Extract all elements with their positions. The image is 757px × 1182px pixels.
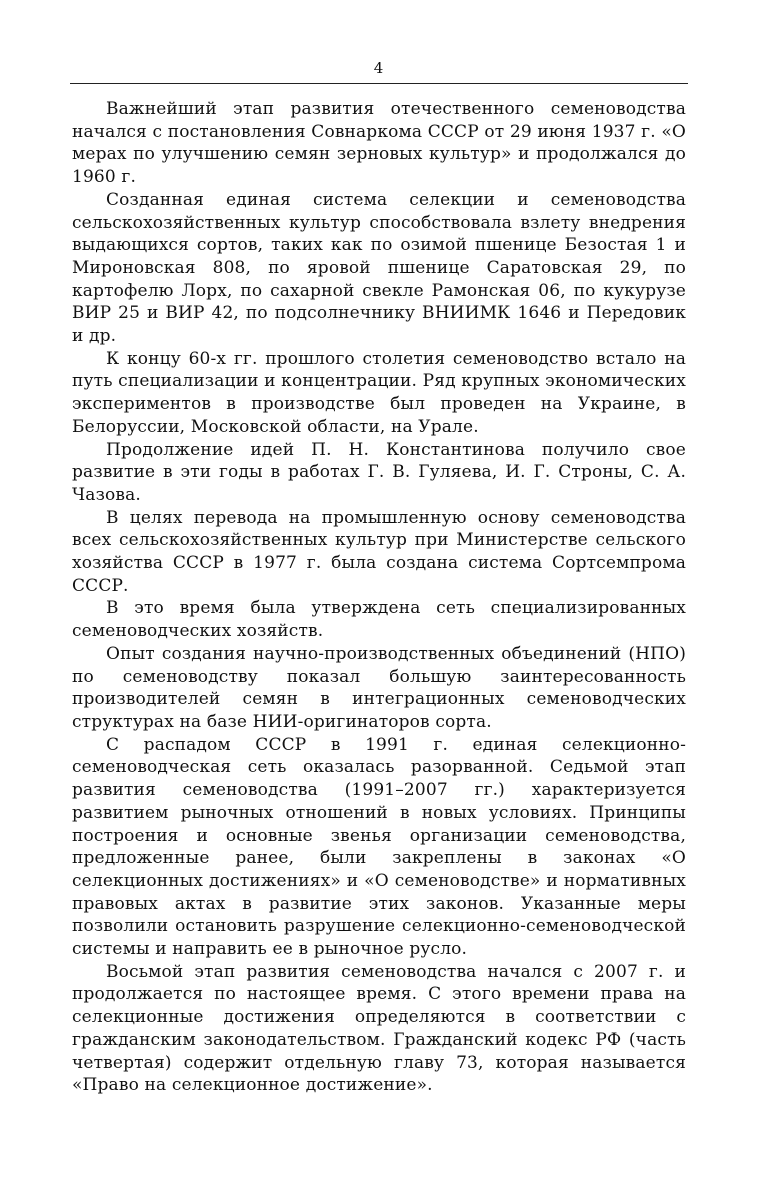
header-rule xyxy=(70,83,688,84)
paragraph-9: Восьмой этап развития семеноводства начался с 2007 г. и продолжается по настоящее время. С этого времени права на селекционные достижения определяются в соответствии с гражданским законодательством. Гражданский кодекс РФ (часть четвертая) содержит отдельную главу 73, которая называется «Право на селекционное достижение». xyxy=(72,961,686,1096)
paragraph-4: Продолжение идей П. Н. Константинова получило свое развитие в эти годы в работах Г. В. Гуляева, И. Г. Строны, С. А. Чазова. xyxy=(72,439,686,505)
paragraph-7: Опыт создания научно-производственных объединений (НПО) по семеноводству показал большую заинтересованность производителей семян в интеграционных семеноводческих структурах на базе НИИ-оригинаторов сорта. xyxy=(72,643,686,732)
paragraph-3: К концу 60-х гг. прошлого столетия семеноводство встало на путь специализации и концентрации. Ряд крупных экономических экспериментов в производстве был проведен на Украине, в Белоруссии, Московской области, на Урале. xyxy=(72,348,686,437)
paragraph-1: Важнейший этап развития отечественного семеноводства начался с постановления Совнаркома СССР от 29 июня 1937 г. «О мерах по улучшению семян зерновых культур» и продолжался до 1960 г. xyxy=(72,99,686,188)
paragraph-6: В это время была утверждена сеть специализированных семеноводческих хозяйств. xyxy=(72,598,686,642)
page-number: 4 xyxy=(373,59,384,77)
paragraph-5: В целях перевода на промышленную основу семеноводства всех сельскохозяйственных культур при Министерстве сельского хозяйства СССР в 1977 г. была создана система Сортсемпрома СССР. xyxy=(72,507,686,596)
paragraph-2: Созданная единая система селекции и семеноводства сельскохозяйственных культур способствовала взлету внедрения выдающихся сортов, таких как по озимой пшенице Безостая 1 и Мироновская 808, по яровой пшенице Саратовская 29, по картофелю Лорх, по сахарной свекле Рамонская 06, по кукурузе ВИР 25 и ВИР 42, по подсолнечнику ВНИИМК 1646 и Передовик и др. xyxy=(72,189,686,347)
paragraph-8: С распадом СССР в 1991 г. единая селекционно-семеноводческая сеть оказалась разорванной. Седьмой этап развития семеноводства (1991–2007 гг.) характеризуется развитием рыночных отношений в новых условиях. Принципы построения и основные звенья организации семеноводства, предложенные ранее, были закреплены в законах «О селекционных достижениях» и «О семеноводстве» и нормативных правовых актах в развитие этих законов. Указанные меры позволили остановить разрушение селекционно-семеноводческой системы и направить ее в рыночное русло. xyxy=(72,734,686,960)
body-text xyxy=(72,98,686,1097)
